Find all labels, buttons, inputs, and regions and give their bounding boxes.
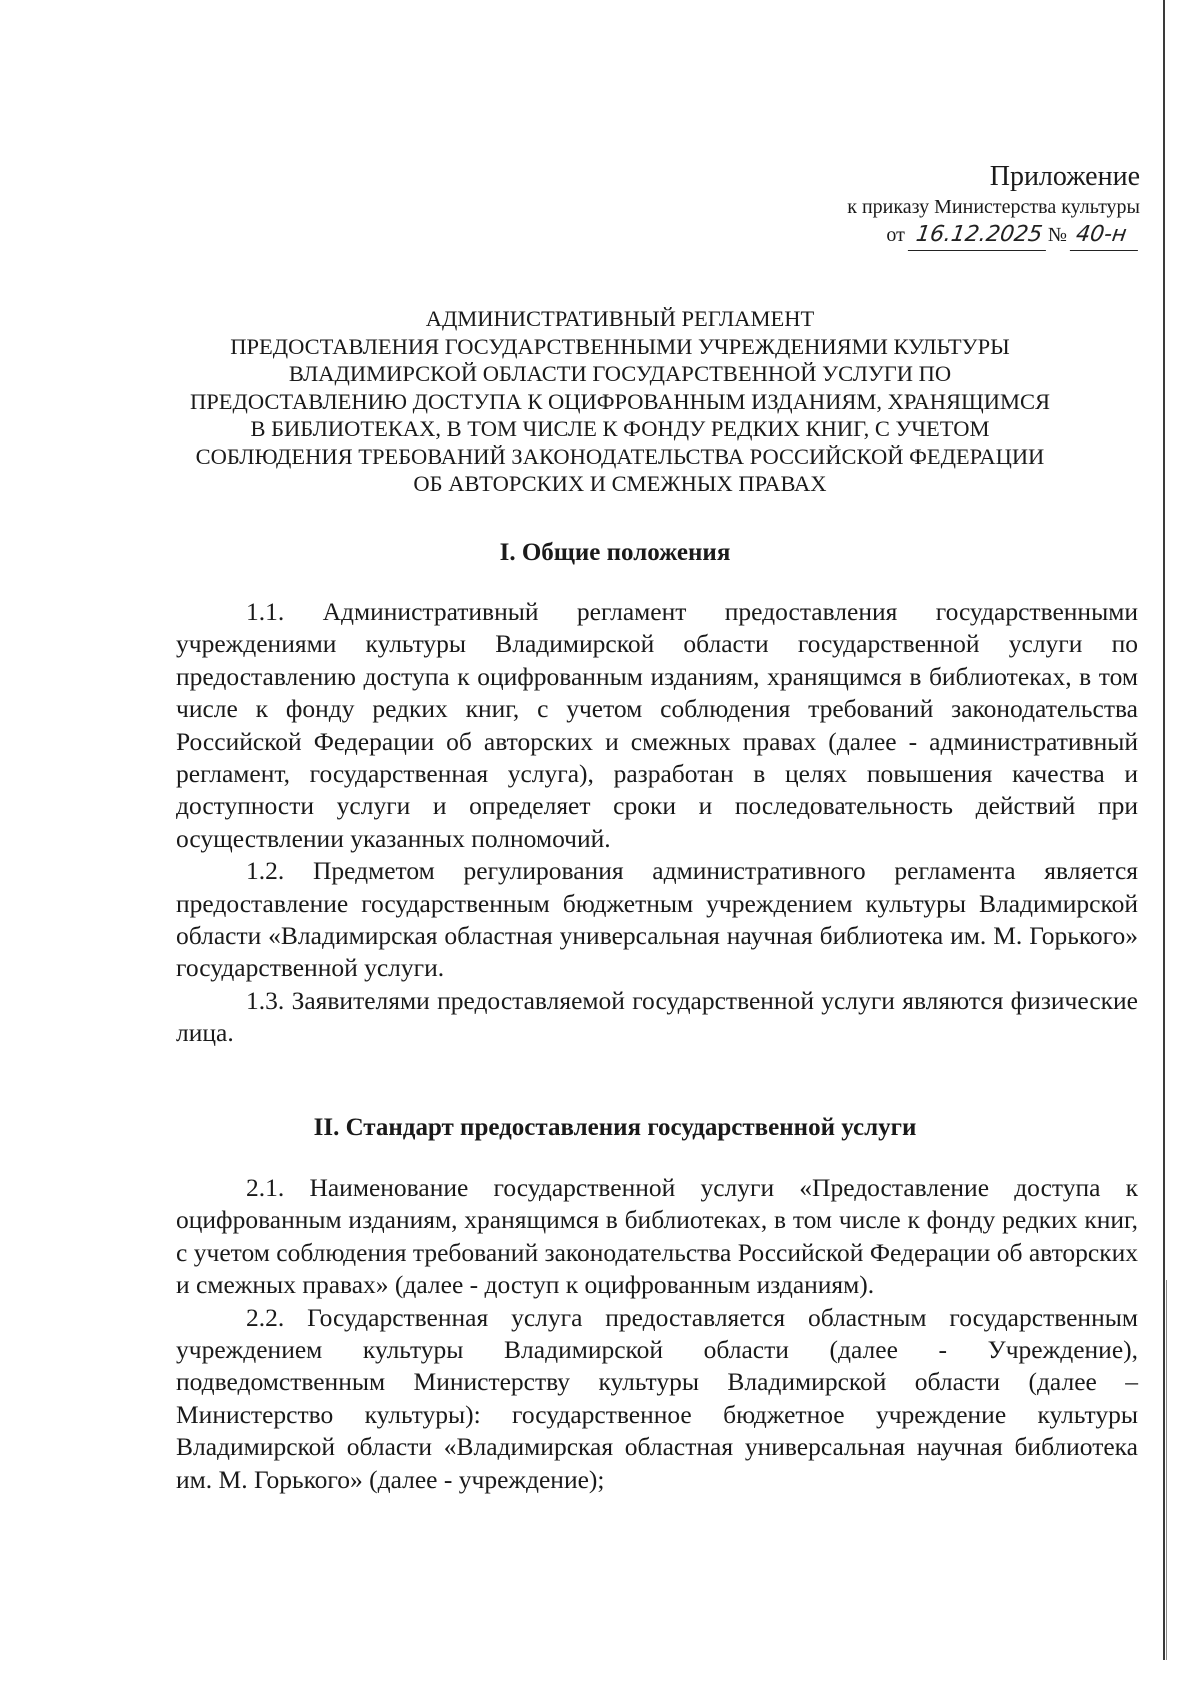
- paragraph-2-2: 2.2. Государственная услуга предоставляется областным государственным учреждением культуры Владимирской области (далее - Учреждение), подведомственным Министерству культуры Владимирской области (далее – Министерство культуры): государственное бюджетное учреждение культуры Владимирской области «Владимирская областная универсальная научная библиотека им. М. Горького» (далее - учреждение);: [176, 1302, 1138, 1494]
- attachment-order-line: к приказу Министерства культуры: [847, 196, 1140, 218]
- paragraph-2-1: 2.1. Наименование государственной услуги «Предоставление доступа к оцифрованным изданиям, хранящимся в библиотеках, в том числе к фонду редких книг, с учетом соблюдения требований законодательства Российской Федерации об авторских и смежных правах» (далее - доступ к оцифрованным изданиям).: [176, 1173, 1138, 1300]
- attachment-date-row: [620, 220, 1140, 251]
- title-line: ВЛАДИМИРСКОЙ ОБЛАСТИ ГОСУДАРСТВЕННОЙ УСЛУГИ ПО: [288, 361, 952, 386]
- title-line: ОБ АВТОРСКИХ И СМЕЖНЫХ ПРАВАХ: [413, 471, 827, 496]
- document-title: [150, 305, 1090, 498]
- section-2-body: [176, 1172, 1138, 1496]
- handwritten-number: 40-н: [1070, 220, 1142, 251]
- paragraph-1-2: 1.2. Предметом регулирования административного регламента является предоставление государственным бюджетным учреждением культуры Владимирской области «Владимирская областная универсальная научная библиотека им. М. Горького» государственной услуги.: [176, 856, 1138, 983]
- binding-edge-line: [1163, 0, 1165, 1660]
- title-line: В БИБЛИОТЕКАХ, В ТОМ ЧИСЛЕ К ФОНДУ РЕДКИХ КНИГ, С УЧЕТОМ: [250, 416, 990, 441]
- title-line: АДМИНИСТРАТИВНЫЙ РЕГЛАМЕНТ: [425, 306, 815, 331]
- title-line: ПРЕДОСТАВЛЕНИЮ ДОСТУПА К ОЦИФРОВАННЫМ ИЗДАНИЯМ, ХРАНЯЩИМСЯ: [190, 388, 1050, 414]
- date-prefix: от: [886, 224, 905, 246]
- attachment-title: Приложение: [989, 161, 1140, 192]
- section-1-body: [176, 596, 1138, 1050]
- number-sign: №: [1047, 224, 1067, 246]
- section-2-heading: II. Стандарт предоставления государственной услуги: [313, 1114, 917, 1141]
- attachment-block: [620, 160, 1140, 251]
- section-1-heading: I. Общие положения: [499, 539, 731, 566]
- binding-edge-line-secondary: [1166, 1280, 1167, 1660]
- title-line: СОБЛЮДЕНИЯ ТРЕБОВАНИЙ ЗАКОНОДАТЕЛЬСТВА РОССИЙСКОЙ ФЕДЕРАЦИИ: [195, 443, 1045, 469]
- paragraph-1-3: 1.3. Заявителями предоставляемой государственной услуги являются физические лица.: [176, 985, 1138, 1048]
- paragraph-1-1: 1.1. Административный регламент предоставления государственными учреждениями культуры Владимирской области государственной услуги по предоставлению доступа к оцифрованным изданиям, хранящимся в библиотеках, в том числе к фонду редких книг, с учетом соблюдения требований законодательства Российской Федерации об авторских и смежных правах (далее - административный регламент, государственная услуга), разработан в целях повышения качества и доступности услуги и определяет сроки и последовательность действий при осуществлении указанных полномочий.: [176, 597, 1138, 853]
- handwritten-date: 16.12.2025: [908, 220, 1050, 251]
- title-line: ПРЕДОСТАВЛЕНИЯ ГОСУДАРСТВЕННЫМИ УЧРЕЖДЕНИЯМИ КУЛЬТУРЫ: [230, 333, 1010, 359]
